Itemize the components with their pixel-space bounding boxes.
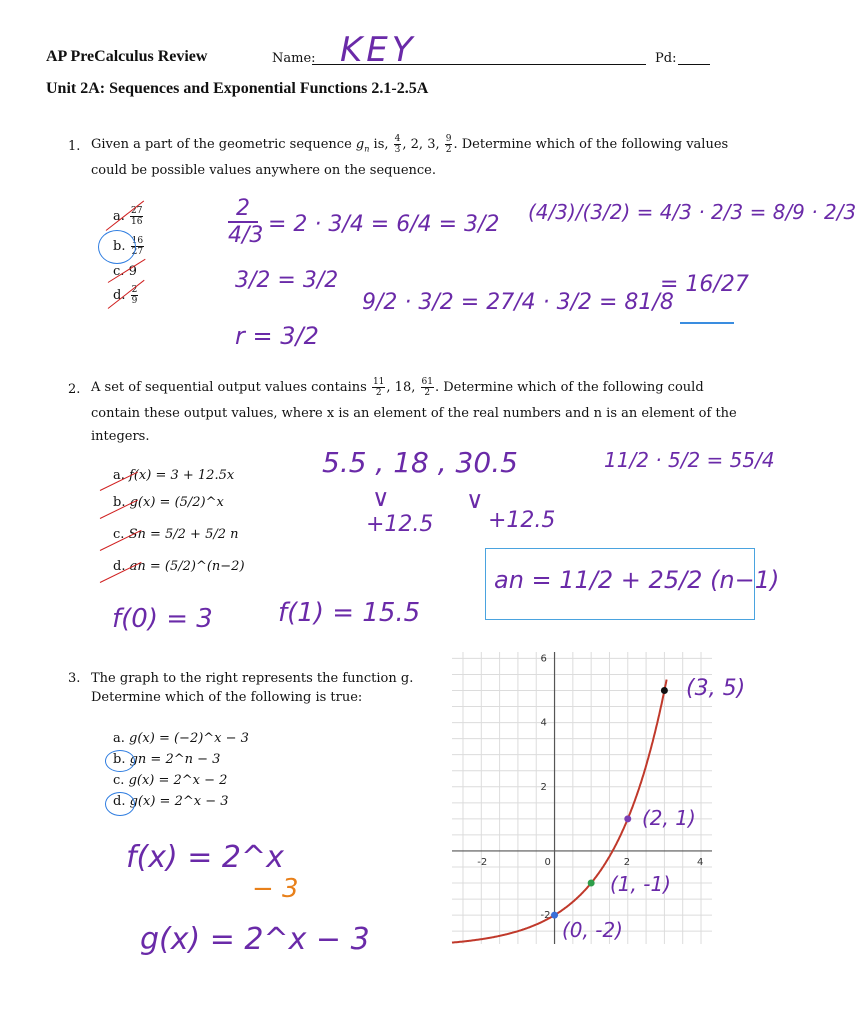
q2-option-a: a. f(x) = 3 + 12.5x: [113, 468, 235, 483]
pd-line: [678, 64, 710, 65]
label-point-0-neg2: (0, -2): [562, 918, 623, 942]
q1-work-line4: 9/2 · 3/2 = 27/4 · 3/2 = 81/8: [362, 290, 674, 315]
unit-title: Unit 2A: Sequences and Exponential Functions 2.1-2.5A: [46, 80, 429, 97]
q3-option-d: d. g(x) = 2^x − 3: [113, 794, 229, 809]
q1-answer-underline: [680, 322, 734, 324]
graph-grid: [452, 652, 712, 944]
q2-work-diff2: +12.5: [488, 508, 556, 533]
q3-option-c: c. g(x) = 2^x − 2: [113, 773, 228, 788]
q3-work-fx: f(x) = 2^x: [126, 840, 284, 875]
q3-prompt-line2: Determine which of the following is true:: [91, 690, 363, 705]
q1-prompt-line1: Given a part of the geometric sequence $g_n$ is, $\frac{4}{3}$ , 2, 3, $\frac{9}{2}$ . Determine which of the following values: [91, 134, 729, 155]
q3-work-shift: − 3: [252, 874, 299, 904]
q3-circle-d: [105, 792, 135, 816]
q2-number: 2.: [68, 382, 81, 397]
q3-prompt-line1: The graph to the right represents the function g.: [91, 671, 414, 686]
q1-work-line3: (4/3)/(3/2) = 4/3 · 2/3 = 8/9 · 2/3: [528, 200, 856, 224]
y-tick-label: -2: [540, 910, 551, 922]
graph-point: [624, 815, 631, 822]
graph-axes: [452, 652, 712, 944]
x-tick-label: 4: [697, 856, 704, 868]
label-point-1-neg1: (1, -1): [610, 872, 671, 896]
q2-prompt-line3: integers.: [91, 429, 150, 444]
q2-work-values: 5.5 , 18 , 30.5: [322, 446, 518, 479]
q2-option-d: d. an = (5/2)^(n−2): [113, 559, 245, 574]
document-title: AP PreCalculus Review: [46, 48, 208, 65]
q3-option-b: b. gn = 2^n − 3: [113, 752, 221, 767]
q1-work-ratio: r = 3/2: [235, 322, 319, 350]
q2-work-diff1: +12.5: [366, 512, 434, 537]
graph-point: [588, 880, 595, 887]
name-label: Name:: [272, 51, 316, 66]
q1-option-d: d. $\frac{2}{9}$: [113, 285, 138, 306]
q2-work-product: 11/2 · 5/2 = 55/4: [604, 448, 775, 472]
q1-work-num: 2 4/3: [228, 196, 264, 248]
name-value: KEY: [340, 30, 417, 70]
q2-prompt-line1: A set of sequential output values contains $\frac{11}{2}$ , 18, $\frac{61}{2}$ . Determine which of the following could: [91, 377, 704, 398]
q2-prompt-line2: contain these output values, where x is an element of the real numbers and n is an element of the: [91, 406, 737, 421]
graph-point: [551, 912, 558, 919]
q1-option-b: b. $\frac{16}{27}$: [113, 236, 144, 257]
label-point-2-1: (2, 1): [642, 806, 696, 830]
q1-work-line2: 3/2 = 3/2: [235, 268, 339, 293]
q2-option-b: b. g(x) = (5/2)^x: [113, 495, 224, 510]
q1-option-c: c. 9: [113, 264, 137, 279]
q3-number: 3.: [68, 671, 81, 686]
q2-work-f1: f(1) = 15.5: [278, 598, 421, 628]
q1-work-line5: = 16/27: [660, 272, 749, 297]
y-tick-label: 2: [540, 781, 547, 793]
q1-answer-circle: [98, 230, 136, 264]
pd-label: Pd:: [655, 51, 677, 66]
q2-answer: an = 11/2 + 25/2 (n−1): [494, 566, 780, 594]
q2-option-c: c. Sn = 5/2 + 5/2 n: [113, 527, 239, 542]
y-tick-label: 6: [540, 653, 547, 665]
q1-number: 1.: [68, 139, 81, 154]
q2-work-f0: f(0) = 3: [112, 604, 213, 634]
x-tick-label: -2: [477, 856, 488, 868]
x-tick-label: 0: [544, 856, 551, 868]
q1-prompt-line2: could be possible values anywhere on the sequence.: [91, 163, 437, 178]
graph-of-g: [452, 652, 712, 944]
graph-point: [661, 687, 668, 694]
q1-work-line1: = 2 · 3/4 = 6/4 = 3/2: [268, 212, 500, 237]
y-tick-label: 4: [540, 717, 547, 729]
q2-check-1: ∨: [372, 484, 390, 512]
label-point-3-5: (3, 5): [686, 676, 746, 701]
q3-option-a: a. g(x) = (−2)^x − 3: [113, 731, 249, 746]
q3-work-gx: g(x) = 2^x − 3: [140, 922, 370, 957]
q3-circle-b: [105, 750, 135, 772]
x-tick-label: 2: [623, 856, 631, 868]
graph-curve: [452, 680, 667, 943]
q2-check-2: ∨: [466, 486, 484, 514]
q1-option-a: a. $\frac{27}{16}$: [113, 206, 143, 227]
